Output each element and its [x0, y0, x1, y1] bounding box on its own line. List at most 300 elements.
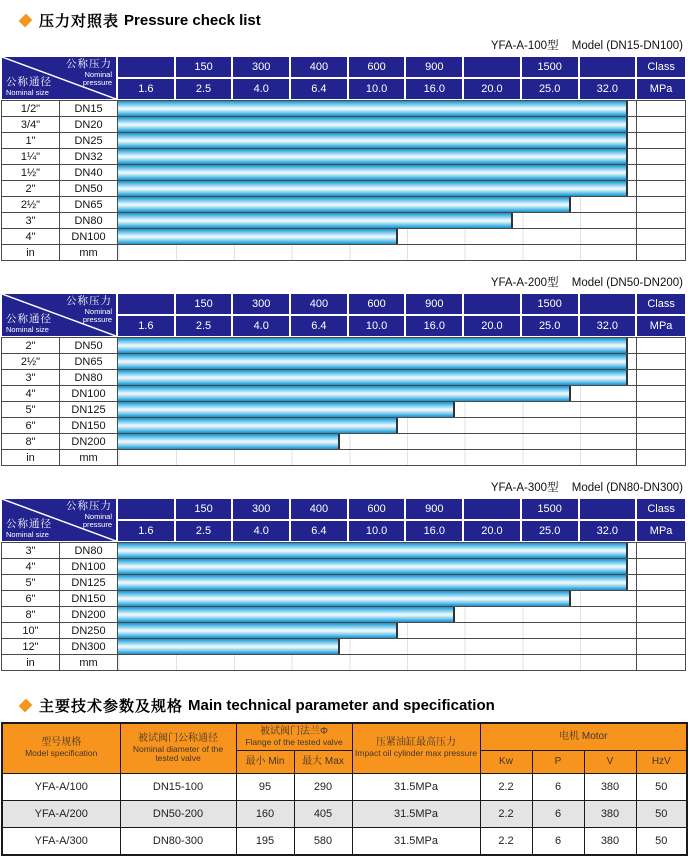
inch-size-cell: 12": [2, 639, 60, 655]
pressure-range-bar: [118, 370, 628, 385]
corner-size-zh: 公称通径: [6, 76, 52, 89]
class-header-cell: 600: [348, 293, 406, 315]
mpa-header-cell: 2.5: [175, 315, 233, 337]
inch-size-cell: 1½": [2, 165, 60, 181]
corner-size-en: Nominal size: [6, 529, 49, 539]
inch-size-cell: 5": [2, 575, 60, 591]
pressure-range-bar: [118, 117, 628, 132]
class-empty-cell: [637, 575, 686, 591]
class-header-cell: 600: [348, 56, 406, 78]
pressure-table: [1, 479, 686, 671]
inch-size-cell: 6": [2, 418, 60, 434]
class-empty-cell: [637, 229, 686, 245]
pressure-range-bar: [118, 418, 398, 433]
mpa-header-cell: 4.0: [232, 78, 290, 100]
spec-row: [2, 827, 687, 855]
size-row: [2, 165, 686, 181]
pressure-table-body: [1, 542, 686, 671]
spec-pressure-cell: 31.5MPa: [352, 800, 480, 827]
spec-max-cell: 290: [294, 773, 352, 800]
corner-size-label: [6, 519, 52, 539]
dn-size-cell: DN50: [60, 181, 118, 197]
spec-header-cylinder-zh: 压紧油缸最高压力: [376, 737, 456, 749]
spec-header-dn: [120, 723, 236, 773]
spec-p-cell: 6: [532, 773, 584, 800]
pressure-title-en: Pressure check list: [124, 12, 261, 29]
corner-pressure-label: [66, 296, 112, 324]
pressure-range-cell: [118, 543, 637, 559]
unit-mm-cell: mm: [60, 245, 118, 261]
class-empty-cell: [637, 386, 686, 402]
spec-header-min-label: 最小 Min: [245, 755, 285, 767]
model-label: [1, 274, 686, 290]
spec-pressure-cell: 31.5MPa: [352, 827, 480, 855]
class-header-cell: 400: [290, 293, 348, 315]
pressure-range-cell: [118, 623, 637, 639]
class-empty-cell: [637, 418, 686, 434]
spec-header-cylinder-en: Impact oil cylinder max pressure: [355, 748, 477, 759]
pressure-range-bar: [118, 402, 455, 417]
class-empty-cell: [637, 591, 686, 607]
class-header-cell: 300: [232, 56, 290, 78]
unit-row: [2, 655, 686, 671]
class-empty-cell: [637, 370, 686, 386]
class-empty-cell: [637, 165, 686, 181]
size-row: [2, 354, 686, 370]
spec-header-cylinder: [352, 723, 480, 773]
dn-size-cell: DN25: [60, 133, 118, 149]
inch-size-cell: 8": [2, 434, 60, 450]
class-empty-cell: [637, 543, 686, 559]
spec-header-dn-zh: 被试阀门公称通径: [138, 732, 218, 744]
class-empty-cell: [637, 133, 686, 149]
class-header-cell: 900: [405, 498, 463, 520]
mpa-header-cell: 25.0: [521, 315, 579, 337]
model-range: Model (DN15-DN100): [571, 40, 683, 52]
spec-hz-cell: 50: [636, 800, 687, 827]
inch-size-cell: 2½": [2, 197, 60, 213]
class-header-cell: [117, 293, 175, 315]
class-empty-cell: [637, 338, 686, 354]
mpa-header-cell: 32.0: [579, 520, 637, 542]
spec-hz-cell: 50: [636, 773, 687, 800]
class-header-cell: Class: [636, 293, 686, 315]
class-header-cell: 900: [405, 56, 463, 78]
class-empty-cell: [637, 402, 686, 418]
unit-mm-cell: mm: [60, 450, 118, 466]
dn-size-cell: DN100: [60, 386, 118, 402]
inch-size-cell: 4": [2, 229, 60, 245]
mpa-header-cell: 4.0: [232, 315, 290, 337]
unit-mm-cell: mm: [60, 655, 118, 671]
spec-model-cell: YFA-A/100: [2, 773, 120, 800]
spec-row: [2, 800, 687, 827]
size-row: [2, 370, 686, 386]
class-header-cell: [117, 498, 175, 520]
corner-pressure-en2: pressure: [82, 77, 112, 87]
pressure-range-bar: [118, 559, 628, 574]
pressure-table-header: [1, 293, 686, 337]
pressure-range-cell: [118, 386, 637, 402]
pressure-range-bar: [118, 434, 340, 449]
size-row: [2, 386, 686, 402]
corner-size-en: Nominal size: [6, 87, 49, 97]
corner-pressure-zh: 公称压力: [66, 500, 112, 512]
dn-size-cell: DN150: [60, 591, 118, 607]
spec-header-v: [584, 750, 636, 773]
class-header-cell: [117, 56, 175, 78]
spec-model-cell: YFA-A/300: [2, 827, 120, 855]
pressure-range-cell: [118, 197, 637, 213]
diamond-bullet-icon: [19, 14, 33, 28]
spec-dn-cell: DN50-200: [120, 800, 236, 827]
spec-v-cell: 380: [584, 773, 636, 800]
pressure-range-cell: [118, 591, 637, 607]
spec-header-flange-zh: 被试阀门法兰Φ: [260, 725, 328, 737]
unit-row-empty-cell: [118, 450, 637, 466]
mpa-header-cell: 16.0: [405, 315, 463, 337]
class-header-cell: [579, 293, 637, 315]
corner-pressure-label: [66, 59, 112, 87]
inch-size-cell: 1/2": [2, 101, 60, 117]
dn-size-cell: DN100: [60, 559, 118, 575]
mpa-header-cell: 25.0: [521, 78, 579, 100]
pressure-range-bar: [118, 338, 628, 353]
inch-size-cell: 5": [2, 402, 60, 418]
spec-kw-cell: 2.2: [480, 773, 532, 800]
class-header-cell: [579, 498, 637, 520]
class-header-cell: 150: [175, 56, 233, 78]
class-empty-cell: [637, 623, 686, 639]
pressure-table-body: [1, 100, 686, 261]
dn-size-cell: DN100: [60, 229, 118, 245]
pressure-range-cell: [118, 181, 637, 197]
spec-header-kw-label: Kw: [499, 755, 513, 767]
class-empty-cell: [637, 149, 686, 165]
spec-pressure-cell: 31.5MPa: [352, 773, 480, 800]
dn-size-cell: DN80: [60, 370, 118, 386]
spec-header-model-en: Model specification: [25, 748, 98, 759]
size-row: [2, 575, 686, 591]
class-empty-cell: [637, 213, 686, 229]
spec-header-motor-label: 电机 Motor: [559, 730, 608, 742]
model-label: [1, 37, 686, 53]
spec-header-p-label: P: [554, 755, 562, 767]
class-header-cell: 1500: [521, 56, 579, 78]
spec-model-cell: YFA-A/200: [2, 800, 120, 827]
pressure-range-bar: [118, 197, 571, 212]
unit-row-empty-cell: [118, 655, 637, 671]
corner-size-label: [6, 314, 52, 334]
mpa-header-cell: 10.0: [348, 520, 406, 542]
corner-pressure-en1: Nominal: [84, 306, 112, 316]
pressure-range-cell: [118, 370, 637, 386]
pressure-section-title: [21, 10, 686, 31]
pressure-table-body: [1, 337, 686, 466]
pressure-range-cell: [118, 639, 637, 655]
model-name: YFA-A-200型: [490, 277, 559, 289]
mpa-header-cell: 6.4: [290, 520, 348, 542]
spec-max-cell: 405: [294, 800, 352, 827]
pressure-range-cell: [118, 354, 637, 370]
inch-size-cell: 2": [2, 181, 60, 197]
pressure-range-bar: [118, 386, 571, 401]
spec-v-cell: 380: [584, 800, 636, 827]
corner-pressure-en2: pressure: [82, 314, 112, 324]
dn-size-cell: DN40: [60, 165, 118, 181]
inch-size-cell: 3": [2, 213, 60, 229]
inch-size-cell: 4": [2, 559, 60, 575]
pressure-range-cell: [118, 213, 637, 229]
size-row: [2, 213, 686, 229]
inch-size-cell: 4": [2, 386, 60, 402]
model-label: [1, 479, 686, 495]
mpa-header-cell: 6.4: [290, 315, 348, 337]
class-header-cell: 600: [348, 498, 406, 520]
class-empty-cell: [637, 450, 686, 466]
size-row: [2, 402, 686, 418]
class-header-cell: [463, 56, 521, 78]
spec-header-flange: [236, 723, 352, 750]
dn-size-cell: DN20: [60, 117, 118, 133]
diagonal-header-cell: [1, 293, 117, 337]
corner-pressure-en2: pressure: [82, 519, 112, 529]
pressure-table: [1, 274, 686, 466]
mpa-header-cell: 20.0: [463, 315, 521, 337]
spec-dn-cell: DN15-100: [120, 773, 236, 800]
spec-header-model-zh: 型号规格: [41, 737, 82, 749]
mpa-header-cell: 1.6: [117, 520, 175, 542]
pressure-range-cell: [118, 559, 637, 575]
spec-header-v-label: V: [606, 755, 614, 767]
pressure-range-bar: [118, 354, 628, 369]
inch-size-cell: 6": [2, 591, 60, 607]
pressure-range-bar: [118, 181, 628, 196]
corner-size-zh: 公称通径: [6, 313, 52, 326]
mpa-header-cell: 4.0: [232, 520, 290, 542]
class-header-cell: 1500: [521, 293, 579, 315]
mpa-header-cell: 25.0: [521, 520, 579, 542]
corner-pressure-en1: Nominal: [84, 69, 112, 79]
spec-table: [1, 722, 688, 856]
spec-header-max-label: 最大 Max: [302, 755, 344, 767]
spec-p-cell: 6: [532, 800, 584, 827]
spec-header-motor: [480, 723, 687, 750]
pressure-range-cell: [118, 117, 637, 133]
class-empty-cell: [637, 559, 686, 575]
class-empty-cell: [637, 655, 686, 671]
class-empty-cell: [637, 354, 686, 370]
pressure-range-bar: [118, 213, 513, 228]
spec-header-kw: [480, 750, 532, 773]
size-row: [2, 623, 686, 639]
pressure-range-bar: [118, 543, 628, 558]
inch-size-cell: 3": [2, 543, 60, 559]
mpa-header-cell: 10.0: [348, 78, 406, 100]
spec-min-cell: 95: [236, 773, 294, 800]
class-empty-cell: [637, 639, 686, 655]
spec-header-min: [236, 750, 294, 773]
class-header-cell: [463, 498, 521, 520]
spec-header-p: [532, 750, 584, 773]
size-row: [2, 591, 686, 607]
pressure-range-bar: [118, 575, 628, 590]
pressure-range-cell: [118, 165, 637, 181]
model-range: Model (DN50-DN200): [571, 277, 683, 289]
spec-dn-cell: DN80-300: [120, 827, 236, 855]
dn-size-cell: DN125: [60, 402, 118, 418]
class-header-cell: 900: [405, 293, 463, 315]
mpa-header-cell: MPa: [636, 315, 686, 337]
pressure-table: [1, 37, 686, 261]
size-row: [2, 607, 686, 623]
class-header-cell: 400: [290, 498, 348, 520]
pressure-table-header: [1, 56, 686, 100]
dn-size-cell: DN150: [60, 418, 118, 434]
spec-title-en: Main technical parameter and specification: [188, 697, 495, 714]
pressure-range-cell: [118, 133, 637, 149]
inch-size-cell: 8": [2, 607, 60, 623]
spec-hz-cell: 50: [636, 827, 687, 855]
spec-section-title: [21, 695, 686, 716]
size-row: [2, 197, 686, 213]
pressure-range-cell: [118, 575, 637, 591]
dn-size-cell: DN65: [60, 354, 118, 370]
dn-size-cell: DN300: [60, 639, 118, 655]
dn-size-cell: DN80: [60, 213, 118, 229]
class-header-cell: [463, 293, 521, 315]
unit-row: [2, 245, 686, 261]
unit-row-empty-cell: [118, 245, 637, 261]
class-header-cell: 150: [175, 498, 233, 520]
pressure-range-bar: [118, 639, 340, 654]
mpa-header-cell: MPa: [636, 78, 686, 100]
inch-size-cell: 3/4": [2, 117, 60, 133]
size-row: [2, 543, 686, 559]
pressure-range-bar: [118, 101, 628, 116]
inch-size-cell: 1¼": [2, 149, 60, 165]
spec-header-flange-en: Flange of the tested valve: [245, 736, 343, 747]
spec-max-cell: 580: [294, 827, 352, 855]
mpa-header-cell: 20.0: [463, 520, 521, 542]
size-row: [2, 639, 686, 655]
unit-inch-cell: in: [2, 245, 60, 261]
pressure-range-bar: [118, 591, 571, 606]
mpa-header-cell: 1.6: [117, 78, 175, 100]
size-row: [2, 229, 686, 245]
mpa-header-cell: 1.6: [117, 315, 175, 337]
pressure-range-bar: [118, 133, 628, 148]
mpa-header-cell: MPa: [636, 520, 686, 542]
dn-size-cell: DN200: [60, 434, 118, 450]
pressure-table-header: [1, 498, 686, 542]
class-empty-cell: [637, 607, 686, 623]
model-range: Model (DN80-DN300): [571, 482, 683, 494]
pressure-range-bar: [118, 623, 398, 638]
corner-pressure-en1: Nominal: [84, 511, 112, 521]
dn-size-cell: DN15: [60, 101, 118, 117]
dn-size-cell: DN80: [60, 543, 118, 559]
dn-size-cell: DN200: [60, 607, 118, 623]
pressure-range-bar: [118, 165, 628, 180]
inch-size-cell: 1": [2, 133, 60, 149]
mpa-header-cell: 20.0: [463, 78, 521, 100]
unit-inch-cell: in: [2, 450, 60, 466]
spec-header-max: [294, 750, 352, 773]
class-empty-cell: [637, 197, 686, 213]
class-header-cell: 300: [232, 498, 290, 520]
diamond-bullet-icon: [19, 699, 33, 713]
class-header-cell: 1500: [521, 498, 579, 520]
spec-kw-cell: 2.2: [480, 800, 532, 827]
pressure-range-bar: [118, 229, 398, 244]
model-name: YFA-A-100型: [490, 40, 559, 52]
spec-v-cell: 380: [584, 827, 636, 855]
class-header-cell: [579, 56, 637, 78]
class-empty-cell: [637, 181, 686, 197]
spec-min-cell: 160: [236, 800, 294, 827]
class-header-cell: Class: [636, 498, 686, 520]
model-name: YFA-A-300型: [490, 482, 559, 494]
pressure-range-cell: [118, 418, 637, 434]
mpa-header-cell: 32.0: [579, 315, 637, 337]
spec-min-cell: 195: [236, 827, 294, 855]
size-row: [2, 133, 686, 149]
pressure-range-cell: [118, 607, 637, 623]
unit-inch-cell: in: [2, 655, 60, 671]
diagonal-header-cell: [1, 498, 117, 542]
size-row: [2, 338, 686, 354]
class-empty-cell: [637, 101, 686, 117]
pressure-range-cell: [118, 434, 637, 450]
class-empty-cell: [637, 245, 686, 261]
pressure-range-cell: [118, 229, 637, 245]
mpa-header-cell: 6.4: [290, 78, 348, 100]
size-row: [2, 418, 686, 434]
spec-header-model: [2, 723, 120, 773]
class-header-cell: Class: [636, 56, 686, 78]
dn-size-cell: DN32: [60, 149, 118, 165]
size-row: [2, 181, 686, 197]
inch-size-cell: 10": [2, 623, 60, 639]
inch-size-cell: 3": [2, 370, 60, 386]
class-header-cell: 150: [175, 293, 233, 315]
class-empty-cell: [637, 434, 686, 450]
dn-size-cell: DN125: [60, 575, 118, 591]
class-empty-cell: [637, 117, 686, 133]
size-row: [2, 149, 686, 165]
inch-size-cell: 2½": [2, 354, 60, 370]
corner-pressure-zh: 公称压力: [66, 58, 112, 70]
pressure-title-zh: 压力对照表: [39, 13, 120, 30]
mpa-header-cell: 16.0: [405, 520, 463, 542]
spec-title-zh: 主要技术参数及规格: [39, 698, 184, 715]
corner-pressure-zh: 公称压力: [66, 295, 112, 307]
dn-size-cell: DN50: [60, 338, 118, 354]
dn-size-cell: DN65: [60, 197, 118, 213]
spec-header-dn-en: Nominal diameter of the tested valve: [132, 743, 224, 764]
size-row: [2, 101, 686, 117]
spec-row: [2, 773, 687, 800]
mpa-header-cell: 2.5: [175, 78, 233, 100]
corner-size-zh: 公称通径: [6, 518, 52, 531]
mpa-header-cell: 32.0: [579, 78, 637, 100]
size-row: [2, 117, 686, 133]
spec-p-cell: 6: [532, 827, 584, 855]
pressure-range-cell: [118, 338, 637, 354]
pressure-range-cell: [118, 402, 637, 418]
unit-row: [2, 450, 686, 466]
